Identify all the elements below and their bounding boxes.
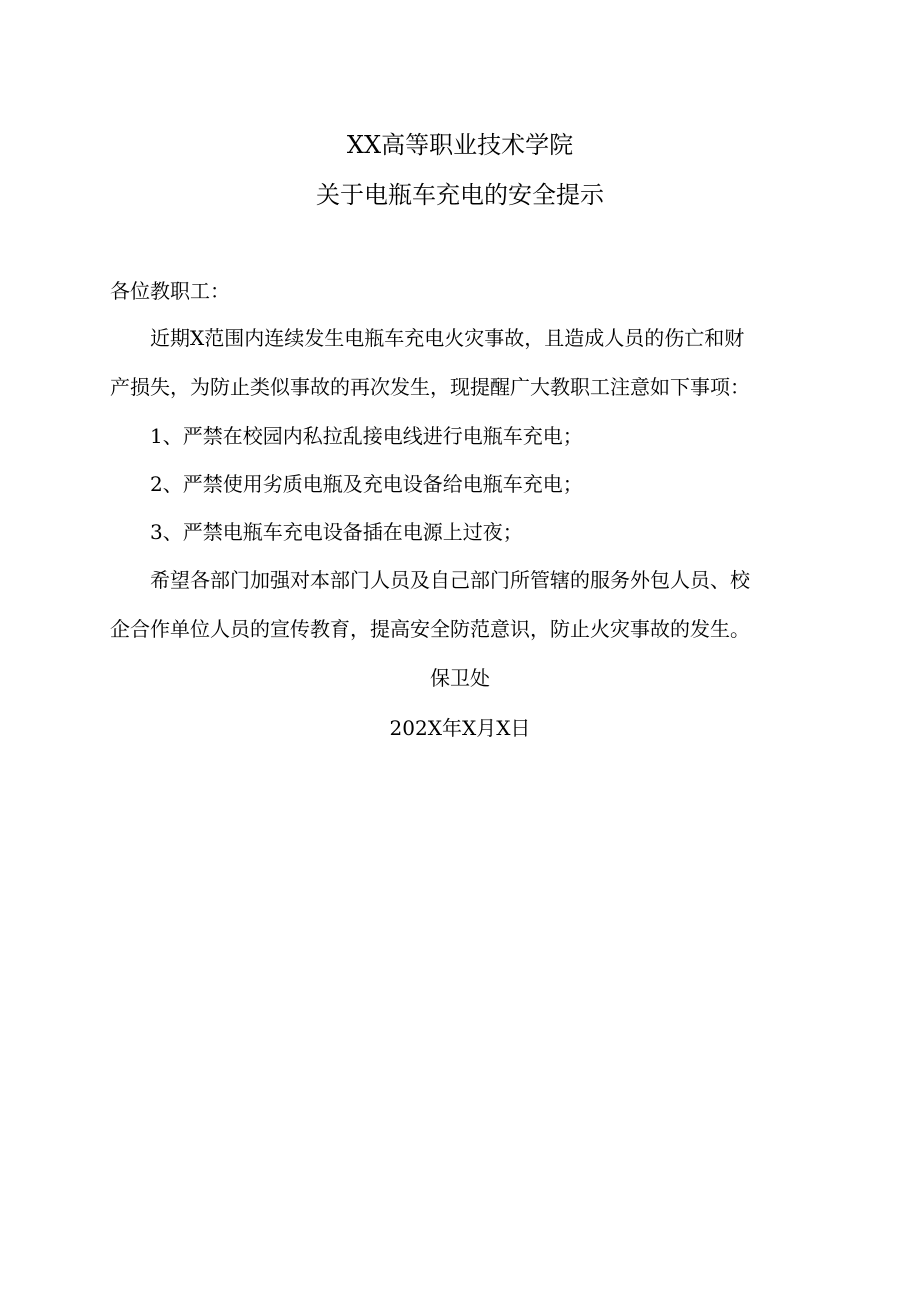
- document-date: 202X年X月X日: [389, 716, 531, 740]
- paragraph-1-line-2: 产损失，为防止类似事故的再次发生，现提醒广大教职工注意如下事项：: [110, 375, 750, 399]
- document-title-subject: 关于电瓶车充电的安全提示: [316, 181, 604, 209]
- paragraph-2-line-1: 希望各部门加强对本部门人员及自己部门所管辖的服务外包人员、校: [150, 568, 750, 592]
- salutation: 各位教职工：: [110, 279, 230, 303]
- document-title-institution: XX高等职业技术学院: [346, 131, 574, 159]
- list-item: 1、严禁在校园内私拉乱接电线进行电瓶车充电；: [150, 424, 583, 448]
- list-item: 3、严禁电瓶车充电设备插在电源上过夜；: [150, 520, 523, 544]
- list-item: 2、严禁使用劣质电瓶及充电设备给电瓶车充电；: [150, 472, 583, 496]
- paragraph-1-line-1: 近期X范围内连续发生电瓶车充电火灾事故，且造成人员的伤亡和财: [150, 326, 745, 350]
- paragraph-2-line-2: 企合作单位人员的宣传教育，提高安全防范意识，防止火灾事故的发生。: [110, 617, 750, 641]
- signature-department: 保卫处: [430, 666, 490, 690]
